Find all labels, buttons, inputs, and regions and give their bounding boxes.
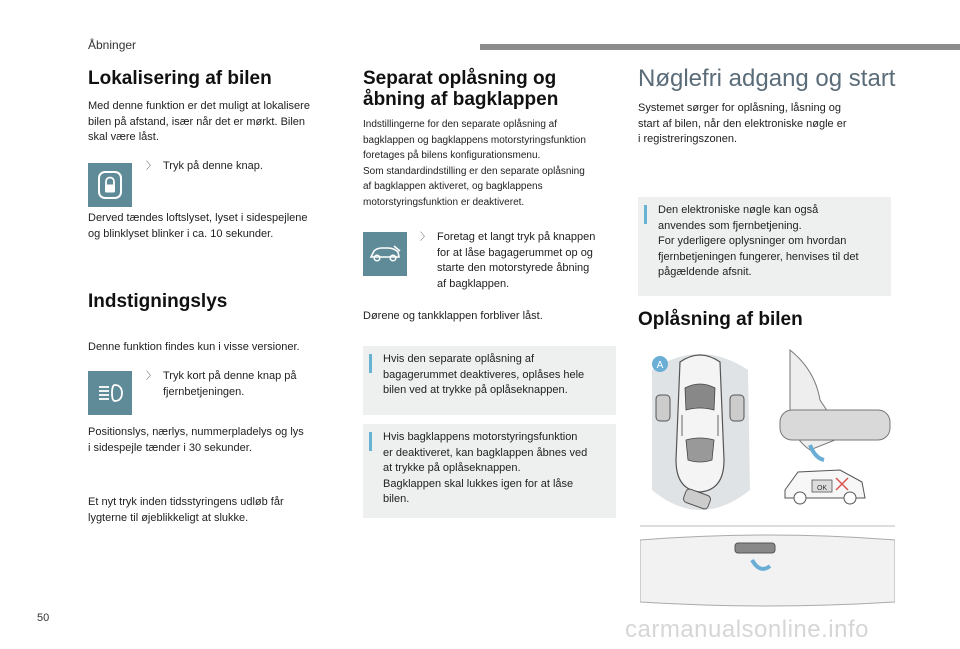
- info-box-separat: Hvis den separate oplåsning af bagagerummet deaktiveres, oplåses hele bilen ved at trykke på oplåseknappen.: [363, 346, 616, 415]
- unlocking-illustration: [640, 340, 895, 610]
- page-number: 50: [37, 612, 50, 624]
- tailgate-button-icon: [363, 232, 407, 276]
- section-label: Åbninger: [88, 38, 137, 52]
- separat-step: 〉 Foretag et langt tryk på knappen for at låse bagagerummet op og starte den motorstyrede åbning af bagklappen.: [420, 230, 595, 292]
- info-marker: [369, 432, 372, 451]
- info-marker: [369, 354, 372, 373]
- heading-indstigningslys: Indstigningslys: [88, 291, 228, 312]
- key-fob-icon: [656, 395, 670, 421]
- heading-noglefri: Nøglefri adgang og start: [638, 65, 896, 92]
- car-side-view: [785, 470, 865, 504]
- lokalisering-result: Derved tændes loftslyset, lyset i sidespejlene og blinklyset blinker i ca. 10 sekunder.: [88, 212, 308, 240]
- separat-locked-note: Dørene og tankklappen forbliver låst.: [363, 310, 543, 322]
- key-fob-icon: [730, 395, 744, 421]
- svg-text:A: A: [656, 360, 664, 371]
- lokalisering-step: 〉 Tryk på denne knap.: [146, 159, 263, 175]
- lock-button-icon: [88, 163, 132, 207]
- arrow-bullet-icon: 〉: [146, 161, 156, 172]
- headlight-button-icon: [88, 371, 132, 415]
- separat-intro: Indstillingerne for den separate oplåsning af bagklappen og bagklappens motorstyringsfunktion foretages på bilens konfigurationsmenu. Som standardindstilling er den separate oplåsning af bagklappen aktiveret, og bagklappens motorstyringsfunktion er deaktiveret.: [363, 119, 586, 208]
- info-box-motorstyring: Hvis bagklappens motorstyringsfunktion er deaktiveret, kan bagklappen åbnes ved at trykke på oplåseknappen. Bagklappen skal lukkes igen for at låse bilen.: [363, 424, 616, 518]
- lokalisering-intro: Med denne funktion er det muligt at lokalisere bilen på afstand, især når det er mørkt. Bilen skal være låst.: [88, 100, 310, 143]
- info-marker: [644, 205, 647, 224]
- heading-oplasning: Oplåsning af bilen: [638, 309, 803, 330]
- watermark: carmanualsonline.info: [625, 616, 869, 643]
- heading-lokalisering: Lokalisering af bilen: [88, 68, 272, 89]
- heading-separat-oplasning: Separat oplåsning og åbning af bagklappen: [363, 68, 559, 110]
- indstigningslys-note: Et nyt tryk inden tidsstyringens udløb får lygterne til øjeblikkeligt at slukke.: [88, 496, 284, 524]
- header-bar: [480, 44, 960, 50]
- svg-text:OK: OK: [816, 485, 828, 492]
- tailgate-handle: [640, 526, 895, 606]
- hand-on-door-handle: [780, 350, 890, 460]
- arrow-bullet-icon: 〉: [420, 232, 430, 243]
- arrow-bullet-icon: 〉: [146, 371, 156, 382]
- noglefri-intro: Systemet sørger for oplåsning, låsning og start af bilen, når den elektroniske nøgle er i registreringszonen.: [638, 102, 847, 145]
- indstigningslys-intro: Denne funktion findes kun i visse versioner.: [88, 341, 300, 353]
- car-top-view: [676, 355, 724, 492]
- indstigningslys-result: Positionslys, nærlys, nummerpladelys og lys i sidespejle tænder i 30 sekunder.: [88, 426, 304, 454]
- info-box-noglefri: Den elektroniske nøgle kan også anvendes som fjernbetjening. For yderligere oplysninger om hvordan fjernbetjeningen fungerer, henvises til det pågældende afsnit.: [638, 197, 891, 296]
- indstigningslys-step: 〉 Tryk kort på denne knap på fjernbetjeningen.: [146, 369, 297, 400]
